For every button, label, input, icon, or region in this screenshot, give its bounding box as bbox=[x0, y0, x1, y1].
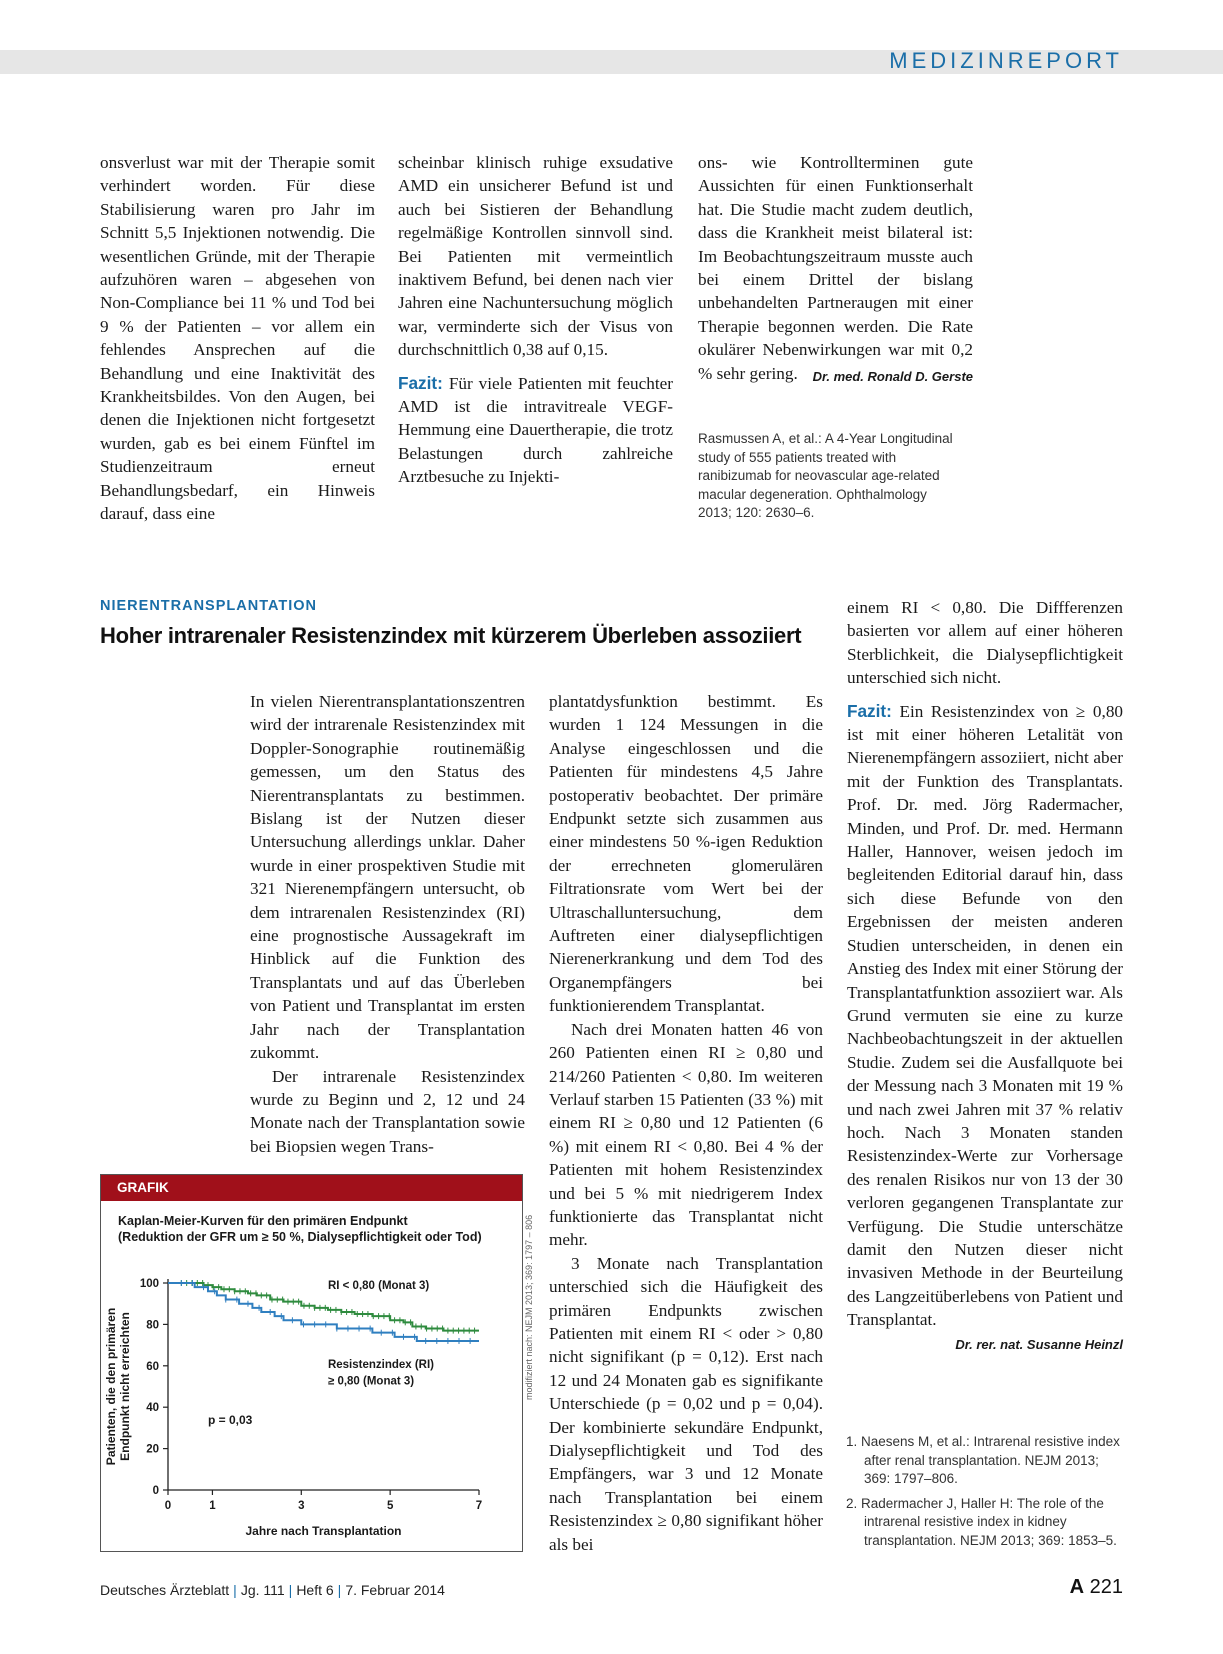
article-col1-paragraph-2: Der intrarenale Resistenzindex wurde zu Beginn und 2, 12 und 24 Monate nach der Transplantation sowie bei Biopsien wegen Trans- bbox=[250, 1066, 525, 1156]
top-col2-paragraph-1: scheinbar klinisch ruhige exsudative AMD ein unsicherer Befund ist und auch bei Sistieren der Behandlung regelmäßige Kontrollen sinnvoll sind. Bei Patienten mit vermeintlich inaktivem Befund, bei denen nach vier Jahren eine Nachuntersuchung möglich war, verminderte sich der Visus von durchschnittlich 0,38 auf 0,15. bbox=[398, 153, 673, 360]
x-tick-label: 3 bbox=[298, 1500, 305, 1512]
article-column-1 bbox=[250, 690, 525, 1158]
date: 7. Februar 2014 bbox=[345, 1582, 445, 1598]
top-col2-paragraph-2 bbox=[398, 372, 673, 489]
separator: | bbox=[337, 1582, 342, 1598]
p-value-annotation: p = 0,03 bbox=[207, 1412, 253, 1427]
x-tick-label: 5 bbox=[386, 1500, 394, 1512]
series-label-low-ri: RI < 0,80 (Monat 3) bbox=[327, 1280, 430, 1293]
y-tick-label: 0 bbox=[152, 1485, 159, 1497]
top-col3-text bbox=[698, 151, 973, 385]
x-axis-label: Jahre nach Transplantation bbox=[245, 1524, 402, 1538]
page-number-value: 221 bbox=[1089, 1576, 1123, 1598]
article-col2-paragraph-2: Nach drei Monaten hatten 46 von 260 Patienten einen RI ≥ 0,80 und 214/260 Patienten < 0,80. Im weiteren Verlauf starben 15 Patienten (33 %) mit einem RI ≥ 0,80 und 12 Patienten (6 %) mit einem RI < 0,80. Bei 4 % der Patienten mit hohem Resistenzindex und bei 5 % mit niedrigerem Index funktionierte das Transplantat nicht mehr. bbox=[549, 1019, 823, 1250]
article-col3-paragraph-1: einem RI < 0,80. Die Diffferenzen basierten vor allem auf einer höheren Sterblichkeit, die Dialysepflichtigkeit unterschied sich nicht. bbox=[847, 598, 1123, 688]
footer bbox=[100, 1582, 445, 1598]
top-column-1 bbox=[100, 151, 375, 526]
top-author: Dr. med. Ronald D. Gerste bbox=[812, 368, 973, 384]
fazit-label: Fazit: bbox=[398, 372, 443, 393]
source-note: modifiziert nach: NEJM 2013; 369: 1797 – 806 bbox=[524, 1214, 534, 1400]
y-tick-label: 60 bbox=[146, 1360, 159, 1373]
chart-title-line-1: Kaplan-Meier-Kurven für den primären Endpunkt bbox=[118, 1214, 408, 1228]
volume: Jg. 111 bbox=[240, 1582, 285, 1598]
article-col3-paragraph-2 bbox=[847, 700, 1123, 1332]
y-tick-label: 20 bbox=[146, 1443, 159, 1456]
top-fazit-text: Für viele Patienten mit feuchter AMD ist die intravitreale VEGF-Hemmung eine Dauertherapie, die trotz Belastungen durch zahlreiche Arztbesuche zu Injekti- bbox=[398, 373, 674, 487]
separator: | bbox=[233, 1582, 237, 1598]
y-axis-label: Endpunkt nicht erreichten bbox=[118, 1312, 132, 1461]
article-col2-paragraph-3: 3 Monate nach Transplantation unterschied sich die Häufigkeit des primären Endpunkts zwischen Patienten mit einem RI < oder > 0,80 nicht signifikant (p = 0,12). Erst nach 12 und 24 Monaten gab es signifikante Unterschiede (p = 0,02 und p = 0,04). Der kombinierte sekundäre Endpunkt, Dialysepflichtigkeit und Tod des Empfängers, war 3 und 12 Monate nach Transplantation bei einem Resistenzindex ≥ 0,80 signifikant höher als bei bbox=[549, 1253, 823, 1554]
reference-item: 1. Naesens M, et al.: Intrarenal resistive index after renal transplantation. NEJM 2013; 369: 1797–806. bbox=[846, 1434, 1120, 1486]
top-reference: Rasmussen A, et al.: A 4-Year Longitudinal study of 555 patients treated with ranibizumab for neovascular age-related macular degeneration. Ophthalmology 2013; 120: 2630–6. bbox=[698, 431, 953, 520]
article-author: Dr. rer. nat. Susanne Heinzl bbox=[955, 1336, 1123, 1352]
y-tick-label: 40 bbox=[146, 1402, 159, 1415]
article-column-2 bbox=[549, 690, 823, 1556]
grafik-label: GRAFIK bbox=[101, 1175, 522, 1201]
y-tick-label: 80 bbox=[146, 1319, 159, 1332]
article-headline: Hoher intrarenaler Resistenzindex mit kürzerem Überleben assoziiert bbox=[100, 623, 802, 648]
article-kicker: NIERENTRANSPLANTATION bbox=[100, 598, 318, 614]
article-author-line bbox=[847, 1332, 1123, 1356]
article-column-3 bbox=[847, 596, 1123, 1356]
article-col2-paragraph-1: plantatdysfunktion bestimmt. Es wurden 1 124 Messungen in die Analyse eingeschlossen und die Patienten für mindestens 4,5 Jahre postoperativ beobachtet. Der primäre Endpunkt setzte sich zusammen aus einer mindestens 50 %-igen Reduktion der errechneten glomerulären Filtrationsrate vom Wert bei der Ultraschalluntersuchung, dem Auftreten einer dialysepflichtigen Nierenerkrankung und dem Tod des Organempfängers bei funktionierendem Transplantat. bbox=[549, 692, 823, 1016]
reference-item: 2. Radermacher J, Haller H: The role of the intrarenal resistive index in kidney transplantation. NEJM 2013; 369: 1853–5. bbox=[846, 1495, 1117, 1548]
x-tick-label: 0 bbox=[164, 1500, 172, 1512]
x-tick-label: 7 bbox=[475, 1500, 483, 1512]
top-column-3 bbox=[698, 151, 973, 388]
fazit-label: Fazit: bbox=[847, 700, 892, 721]
journal-name: Deutsches Ärzteblatt bbox=[100, 1582, 230, 1598]
article-col1-paragraph-1: In vielen Nierentransplantationszentren wird der intrarenale Resistenzindex mit Doppler-Sonographie routinemäßig gemessen, um den Status des Nierentransplantats zu bestimmen. Bislang ist der Nutzen dieser Untersuchung allerdings unklar. Daher wurde in einer prospektiven Studie mit 321 Nierenempfängern untersucht, ob dem intrarenalen Resistenzindex (RI) eine prognostische Aussagekraft im Hinblick auf die Funktion des Transplantats und auf das Überleben von Patient und Transplantat im ersten Jahr nach der Transplantation zukommt. bbox=[250, 692, 525, 1063]
y-tick-label: 100 bbox=[139, 1278, 159, 1290]
y-axis-label: Patienten, die den primären bbox=[104, 1307, 118, 1466]
top-column-2 bbox=[398, 151, 673, 489]
chart-title-line-2: (Reduktion der GFR um ≥ 50 %, Dialysepflichtigkeit oder Tod) bbox=[118, 1230, 482, 1244]
section-label: MEDIZINREPORT bbox=[889, 48, 1123, 73]
top-col1-text: onsverlust war mit der Therapie somit verhindert worden. Für diese Stabilisierung waren pro Jahr im Schnitt 5,5 Injektionen notwendig. Die wesentlichen Gründe, mit der Therapie aufzuhören waren – abgesehen von Non-Compliance bei 11 % und Tod bei 9 % der Patienten – vor allem ein fehlendes Ansprechen auf die Behandlung und eine Inaktivität des Krankheitsbildes. Von den Augen, bei denen die Injektionen nicht fortgesetzt wurden, gab es bei einem Fünftel im Studienzeitraum erneut Behandlungsbedarf, ein Hinweis darauf, dass eine bbox=[100, 153, 375, 524]
grafik-box bbox=[100, 1174, 523, 1552]
page-prefix: A bbox=[1069, 1576, 1085, 1598]
article-references bbox=[846, 1433, 1126, 1556]
series-label-high-ri: ≥ 0,80 (Monat 3) bbox=[327, 1375, 415, 1388]
x-tick-label: 1 bbox=[209, 1500, 216, 1512]
kaplan-meier-chart bbox=[101, 1175, 522, 1551]
issue: Heft 6 bbox=[296, 1582, 334, 1598]
separator: | bbox=[288, 1582, 293, 1598]
series-label-high-ri: Resistenzindex (RI) bbox=[327, 1358, 435, 1371]
top-col3-body: ons- wie Kontrollterminen gute Aussichten für einen Funktionserhalt hat. Die Studie macht zudem deutlich, dass die Krankheit meist bilateral ist: Im Beobachtungszeitraum musste auch bei einem Drittel der bislang unbehandelten Partneraugen mit einer Therapie begonnen werden. Die Rate okulärer Nebenwirkungen war mit 0,2 % sehr gering. bbox=[698, 153, 973, 383]
page-number bbox=[1070, 1576, 1123, 1599]
article-fazit-text: Ein Resistenzindex von ≥ 0,80 ist mit einer höheren Letalität von Nierenempfängern assoziiert, nicht aber mit der Funktion des Transplantats. Prof. Dr. med. Jörg Radermacher, Minden, und Prof. Dr. med. Hermann Haller, Hannover, weisen jedoch im begleitenden Editorial darauf hin, dass sich diese Befunde von den Ergebnissen der meisten anderen Studien unterscheiden, in denen ein Anstieg des Index mit einer Störung der Transplantatfunktion assoziiert war. Als Grund vermuten sie eine zu kurze Nachbeobachtungszeit in der aktuellen Studie. Zudem sei die Ausfallquote bei der Messung nach 3 Monaten mit 19 % und nach zwei Jahren mit 37 % relativ hoch. Nach 3 Monaten standen Resistenzindex-Werte zur Vorhersage des renalen Risikos nur von 13 der 30 verloren gegangenen Transplantate zur Verfügung. Die Studie unterschätze damit den Nutzen dieser nicht invasiven Methode in der Beurteilung des Langzeitüberlebens von Patient und Transplantat. bbox=[847, 701, 1124, 1330]
